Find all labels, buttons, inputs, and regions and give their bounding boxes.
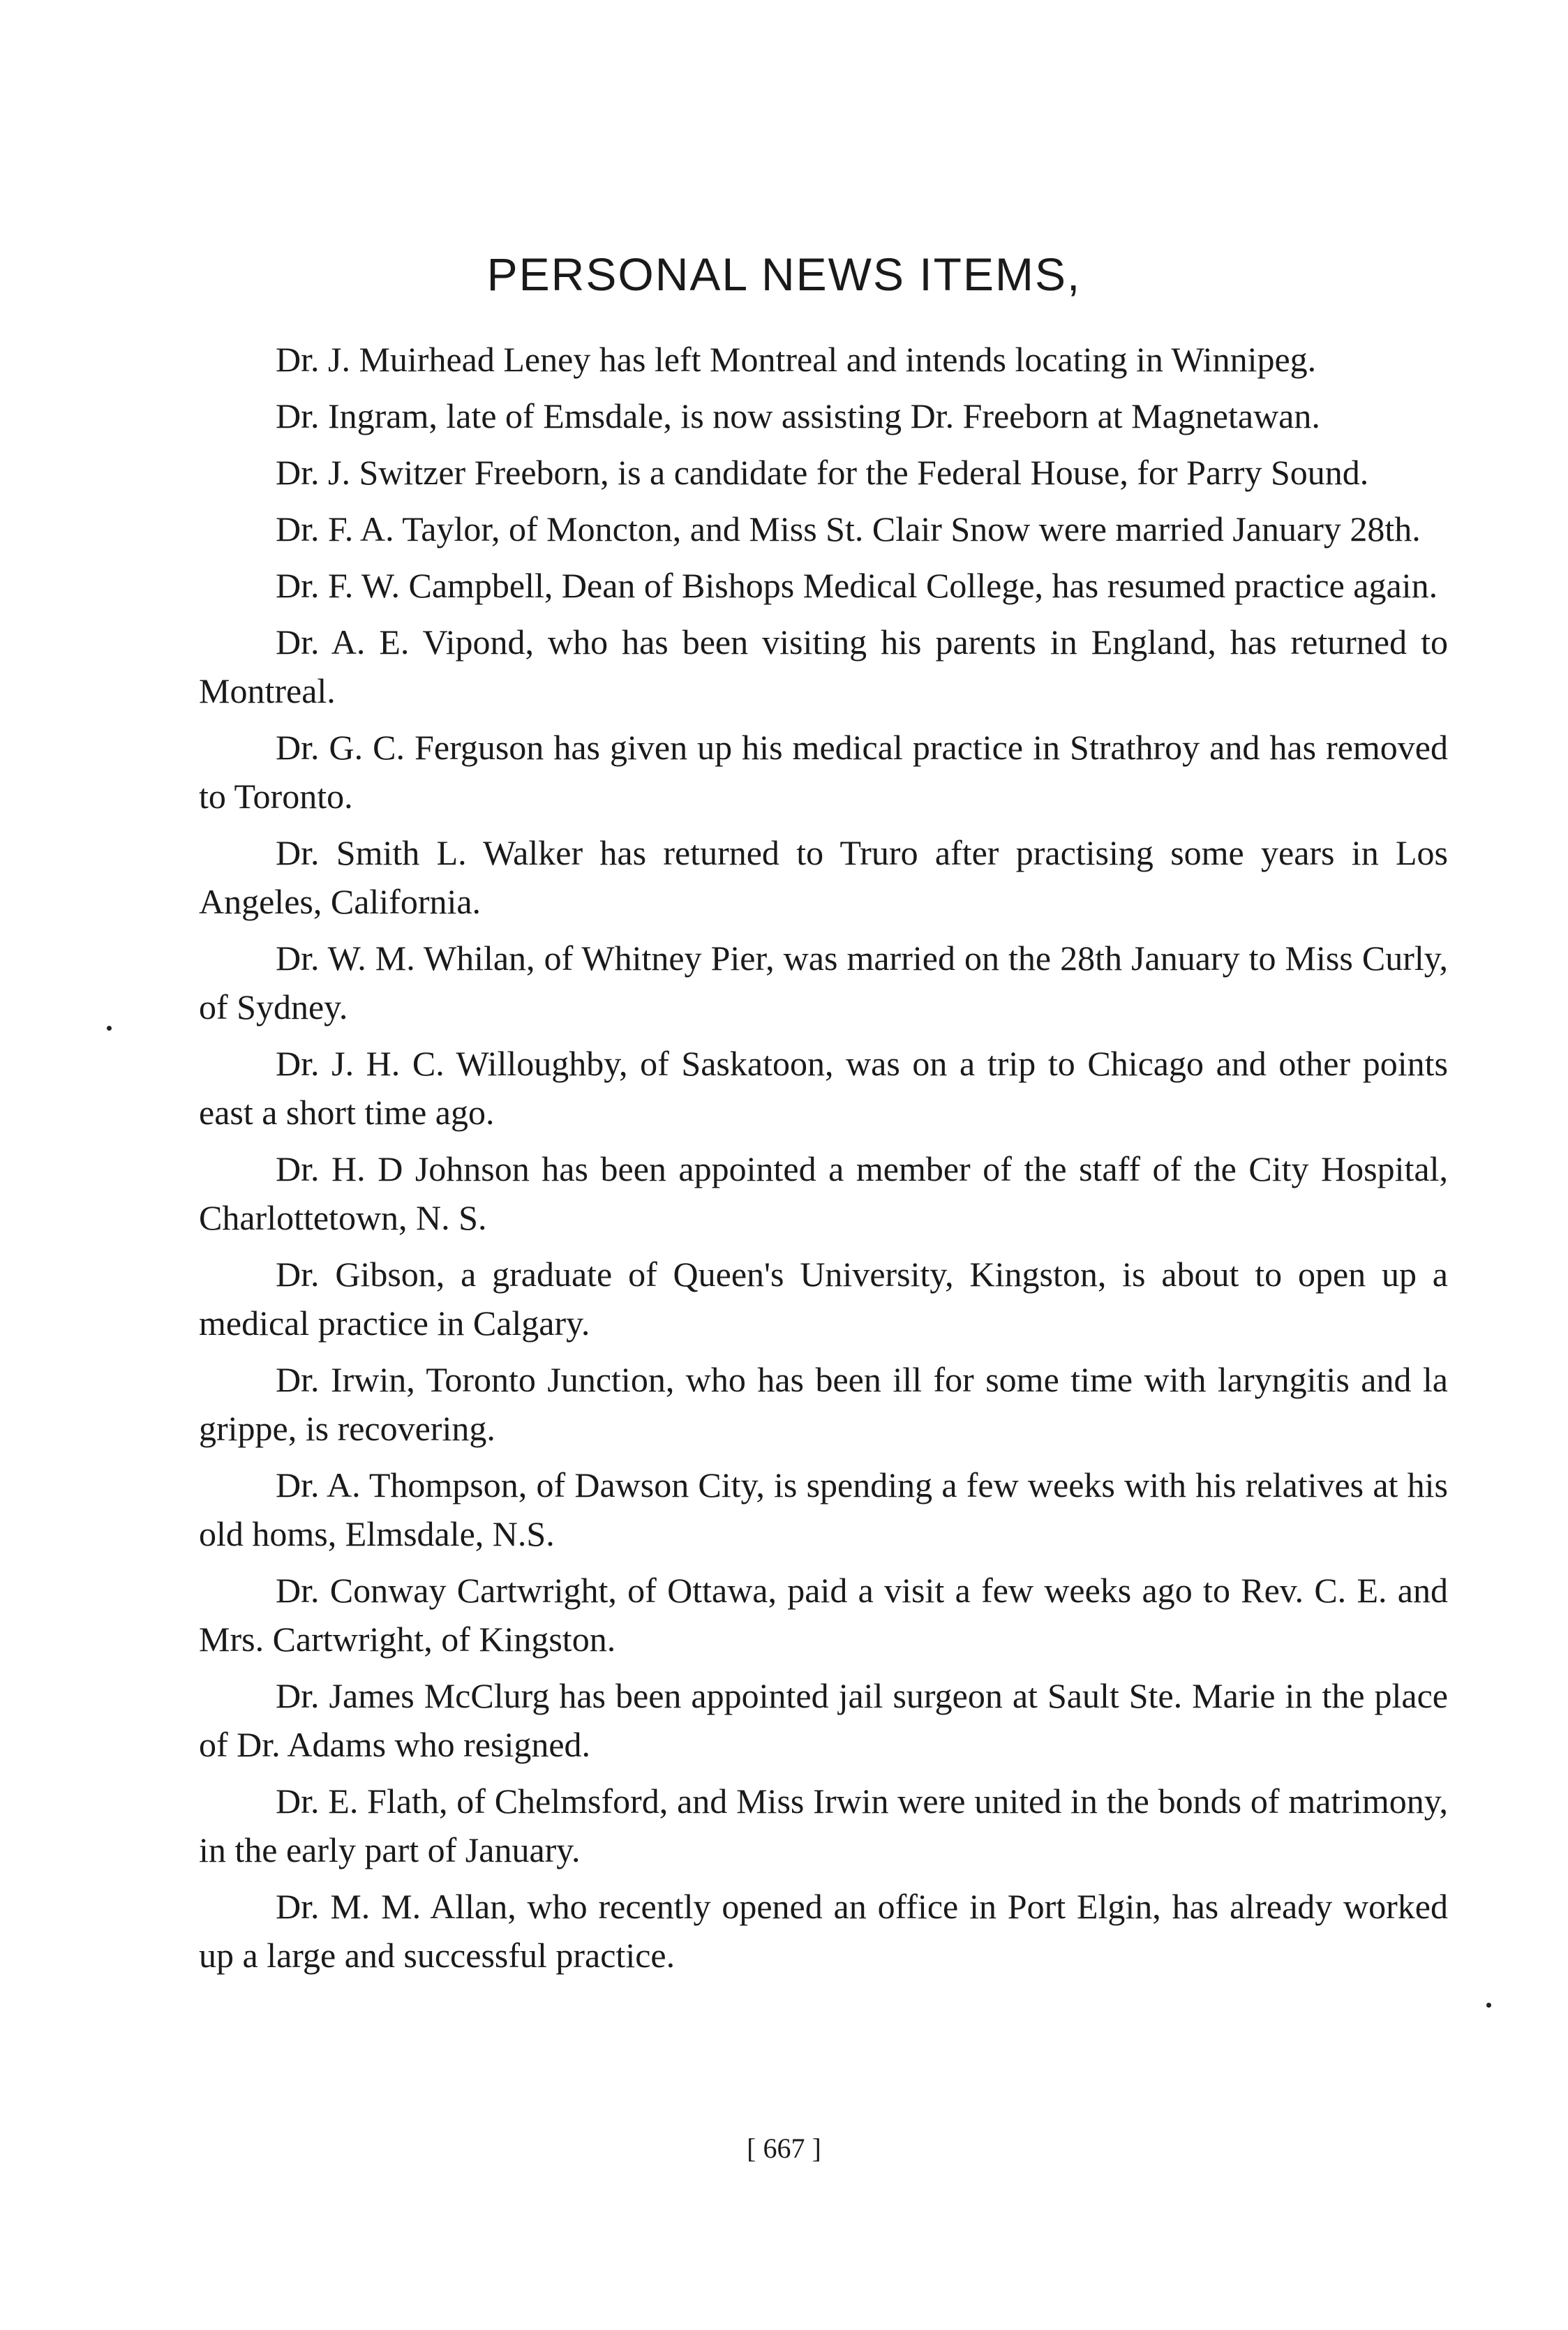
page-title: PERSONAL NEWS ITEMS, (486, 248, 1082, 300)
news-item: Dr. F. A. Taylor, of Moncton, and Miss St. Clair Snow were married January 28th. (276, 509, 1421, 548)
news-items (199, 335, 1448, 1987)
news-item: Dr. A. E. Vipond, who has been visiting his parents in England, has returned to Montreal. (199, 622, 1448, 710)
news-item: Dr. E. Flath, of Chelmsford, and Miss Irwin were united in the bonds of matrimony, in the early part of January. (199, 1782, 1448, 1869)
ink-speck (1486, 2003, 1491, 2008)
news-item: Dr. J. Muirhead Leney has left Montreal and intends locating in Winnipeg. (276, 340, 1317, 379)
news-item: Dr. Gibson, a graduate of Queen's University, Kingston, is about to open up a medical practice in Calgary. (199, 1255, 1448, 1343)
news-item: Dr. James McClurg has been appointed jail surgeon at Sault Ste. Marie in the place of Dr. Adams who resigned. (199, 1676, 1448, 1764)
news-item: Dr. W. M. Whilan, of Whitney Pier, was married on the 28th January to Miss Curly, of Sydney. (199, 939, 1448, 1026)
news-item: Dr. J. H. C. Willoughby, of Saskatoon, was on a trip to Chicago and other points east a short time ago. (199, 1044, 1448, 1132)
news-item: Dr. Ingram, late of Emsdale, is now assisting Dr. Freeborn at Magnetawan. (276, 396, 1320, 435)
page-number: [ 667 ] (747, 2133, 821, 2164)
news-item: Dr. Irwin, Toronto Junction, who has been ill for some time with laryngitis and la grippe, is recovering. (199, 1360, 1448, 1448)
news-item: Dr. Smith L. Walker has returned to Truro after practising some years in Los Angeles, California. (199, 833, 1448, 921)
news-item: Dr. J. Switzer Freeborn, is a candidate for the Federal House, for Parry Sound. (276, 453, 1369, 492)
news-item: Dr. A. Thompson, of Dawson City, is spending a few weeks with his relatives at his old homs, Elmsdale, N.S. (199, 1465, 1448, 1553)
news-item: Dr. F. W. Campbell, Dean of Bishops Medical College, has resumed practice again. (276, 566, 1438, 605)
ink-speck (107, 1026, 112, 1031)
news-item: Dr. G. C. Ferguson has given up his medical practice in Strathroy and has removed to Toronto. (199, 728, 1448, 816)
news-item: Dr. M. M. Allan, who recently opened an office in Port Elgin, has already worked up a large and successful practice. (199, 1887, 1448, 1975)
news-item: Dr. H. D Johnson has been appointed a member of the staff of the City Hospital, Charlottetown, N. S. (199, 1149, 1448, 1237)
news-item: Dr. Conway Cartwright, of Ottawa, paid a visit a few weeks ago to Rev. C. E. and Mrs. Cartwright, of Kingston. (199, 1571, 1448, 1659)
